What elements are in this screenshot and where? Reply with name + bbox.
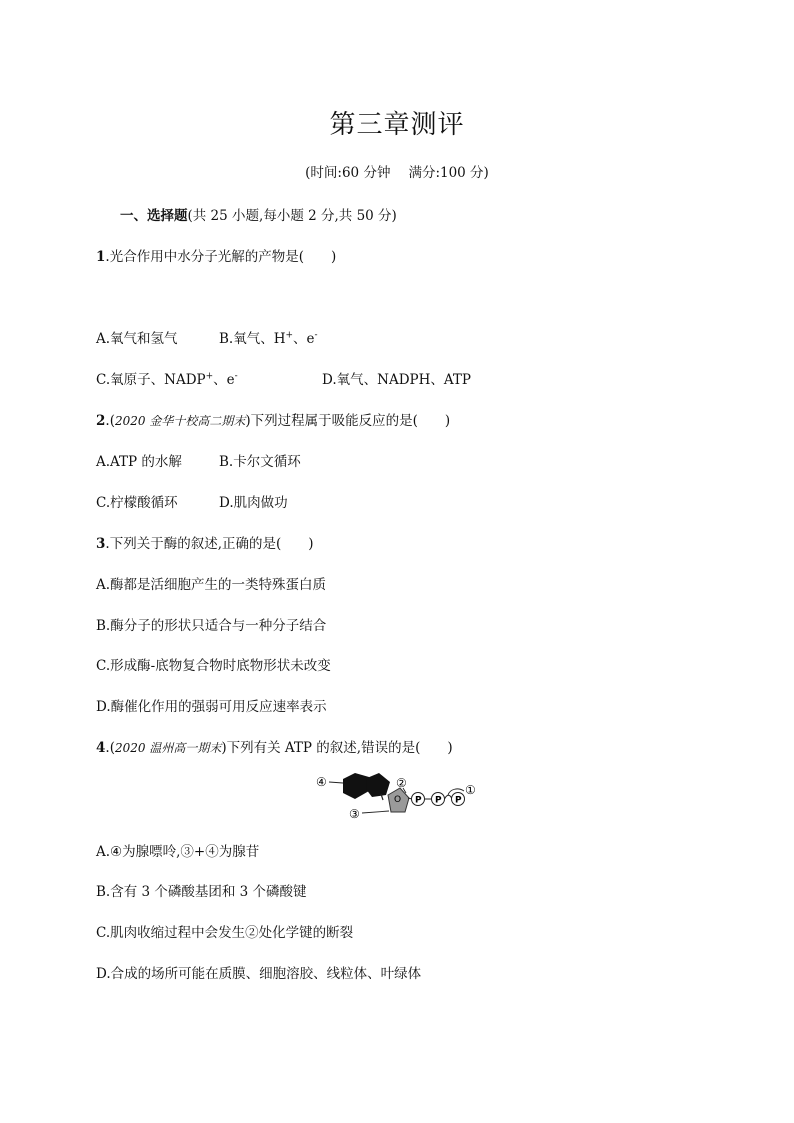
question-text: .下列关于酶的叙述,正确的是( ) xyxy=(105,536,314,552)
pointer-line xyxy=(362,811,389,813)
q4-option-a: A.④为腺嘌呤,③+④为腺苷 xyxy=(96,844,260,860)
q1-option-a: A.氧气和氢气 xyxy=(96,331,178,347)
option-text: B.氧气、H xyxy=(219,331,286,347)
high-energy-bond xyxy=(445,795,453,799)
label-3: ③ xyxy=(349,807,360,821)
q1-option-d: D.氧气、NADPH、ATP xyxy=(322,372,471,388)
label-4: ④ xyxy=(316,775,327,789)
question-text: .光合作用中水分子光解的产物是( ) xyxy=(105,249,337,265)
question-4 xyxy=(96,736,453,756)
q1-option-b xyxy=(219,327,318,347)
section-heading xyxy=(120,204,397,224)
phosphate-label: P xyxy=(435,795,442,806)
option-text: 、e xyxy=(213,372,235,388)
phosphate-label: P xyxy=(455,795,462,806)
exam-score: 满分:100 分) xyxy=(408,165,489,181)
section-note: (共 25 小题,每小题 2 分,共 50 分) xyxy=(187,208,397,224)
superscript: - xyxy=(314,330,318,341)
option-text: C.氧原子、NADP xyxy=(96,372,206,388)
phosphate-label: P xyxy=(415,795,422,806)
question-number: 4 xyxy=(96,740,106,756)
q3-option-d: D.酶催化作用的强弱可用反应速率表示 xyxy=(96,699,327,715)
q4-option-b: B.含有 3 个磷酸基团和 3 个磷酸键 xyxy=(96,884,307,900)
ring-oxygen: O xyxy=(394,795,402,805)
question-text: .( xyxy=(105,740,115,756)
page-title: 第三章测评 xyxy=(329,110,465,140)
q3-option-a: A.酶都是活细胞产生的一类特殊蛋白质 xyxy=(96,577,327,593)
q2-option-a: A.ATP 的水解 xyxy=(96,454,182,470)
adenine-ring-right xyxy=(366,773,390,797)
q2-option-b: B.卡尔文循环 xyxy=(219,454,301,470)
q1-option-c xyxy=(96,368,238,388)
question-text: )下列有关 ATP 的叙述,错误的是( ) xyxy=(221,740,453,756)
q4-option-c: C.肌肉收缩过程中会发生②处化学键的断裂 xyxy=(96,925,354,941)
adenine-ring-left xyxy=(343,773,369,799)
question-2 xyxy=(96,409,450,429)
label-1: ① xyxy=(465,783,476,797)
question-3 xyxy=(96,532,314,552)
exam-time: (时间:60 分钟 xyxy=(305,165,391,181)
question-number: 1 xyxy=(96,249,106,265)
pointer-line xyxy=(329,782,343,783)
question-text: )下列过程属于吸能反应的是( ) xyxy=(245,413,451,429)
question-number: 3 xyxy=(96,536,106,552)
question-source: 2020 温州高一期末 xyxy=(114,741,222,755)
q2-option-c: C.柠檬酸循环 xyxy=(96,495,178,511)
question-source: 2020 金华十校高二期末 xyxy=(114,414,246,428)
q2-option-d: D.肌肉做功 xyxy=(219,495,288,511)
question-1 xyxy=(96,245,336,265)
question-text: .( xyxy=(105,413,115,429)
option-text: 、e xyxy=(293,331,315,347)
atp-structure-diagram xyxy=(312,772,487,824)
superscript: - xyxy=(234,371,238,382)
exam-meta xyxy=(0,161,794,181)
q3-option-c: C.形成酶-底物复合物时底物形状未改变 xyxy=(96,658,331,674)
q4-option-d: D.合成的场所可能在质膜、细胞溶胶、线粒体、叶绿体 xyxy=(96,966,422,982)
superscript: + xyxy=(285,330,294,341)
label-2: ② xyxy=(396,776,407,790)
question-number: 2 xyxy=(96,413,106,429)
superscript: + xyxy=(205,371,214,382)
section-title: 一、选择题 xyxy=(120,208,188,224)
q3-option-b: B.酶分子的形状只适合与一种分子结合 xyxy=(96,618,327,634)
